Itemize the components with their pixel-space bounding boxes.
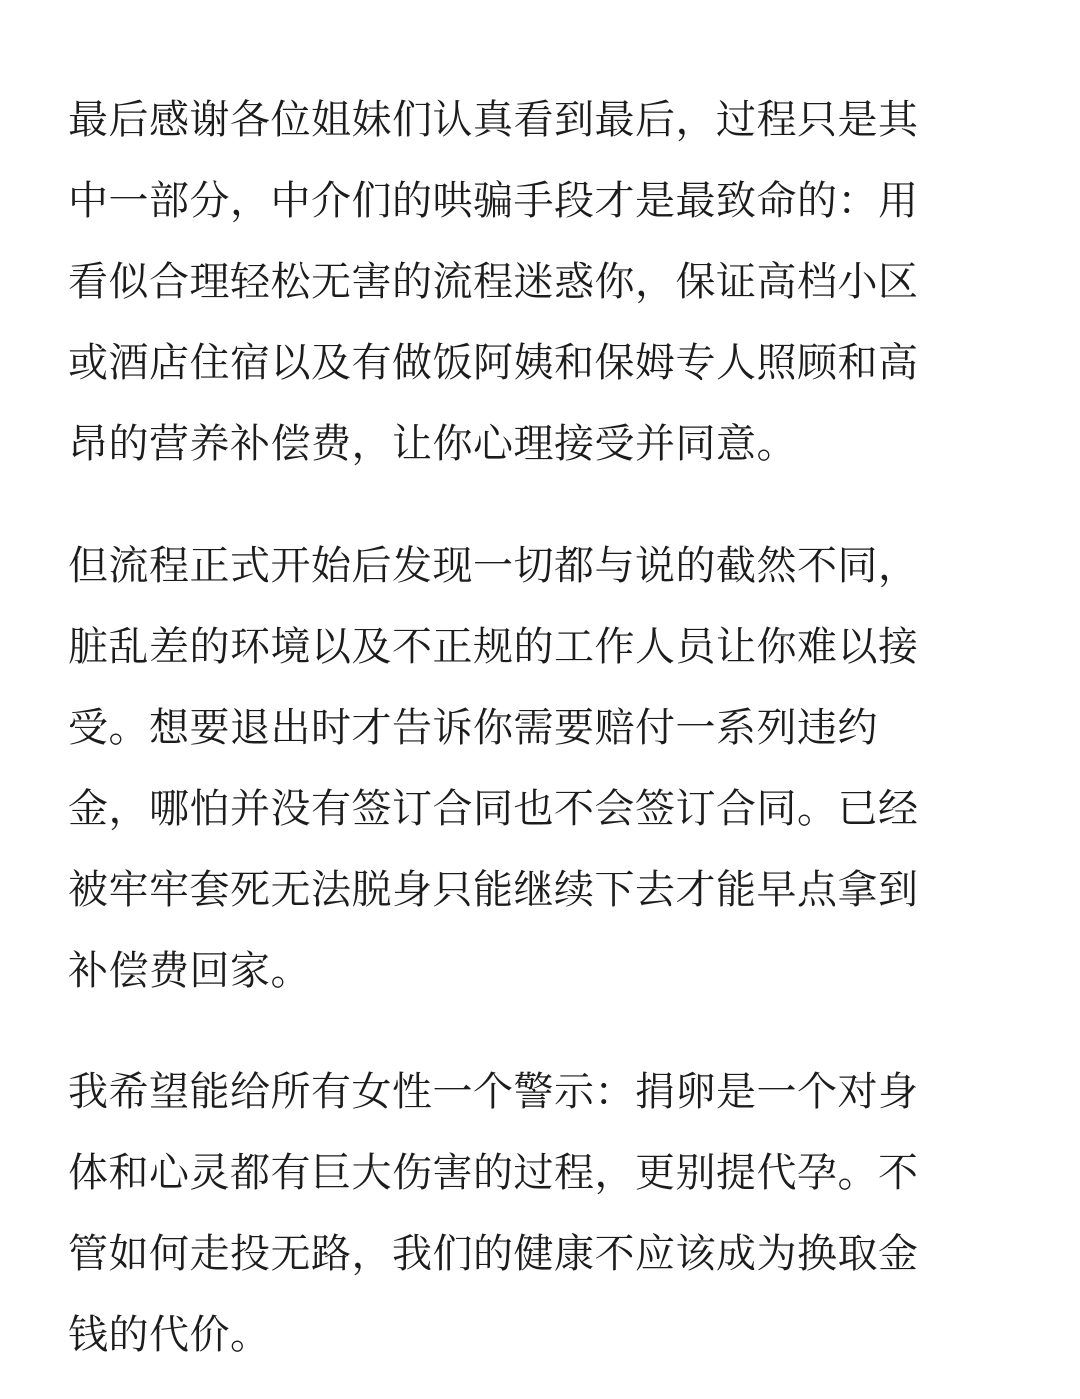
paragraph-closing-thanks: 最后感谢各位姐妹们认真看到最后，过程只是其 中一部分，中介们的哄骗手段才是最致命的：用 看似合理轻松无害的流程迷惑你，保证高档小区 或酒店住宿以及有做饭阿姨和保姆专人照顾和高 昂的营养补偿费，让你心理接受并同意。 [68, 97, 919, 467]
paragraph-warning: 我希望能给所有女性一个警示：捐卵是一个对身 体和心灵都有巨大伤害的过程，更别提代孕。不 管如何走投无路，我们的健康不应该成为换取金 钱的代价。 [68, 1069, 919, 1358]
paragraph-process-reality: 但流程正式开始后发现一切都与说的截然不同， 脏乱差的环境以及不正规的工作人员让你难以接 受。想要退出时才告诉你需要赔付一系列违约 金，哪怕并没有签订合同也不会签订合同。已经 被牢牢套死无法脱身只能继续下去才能早点拿到 补偿费回家。 [68, 543, 919, 994]
